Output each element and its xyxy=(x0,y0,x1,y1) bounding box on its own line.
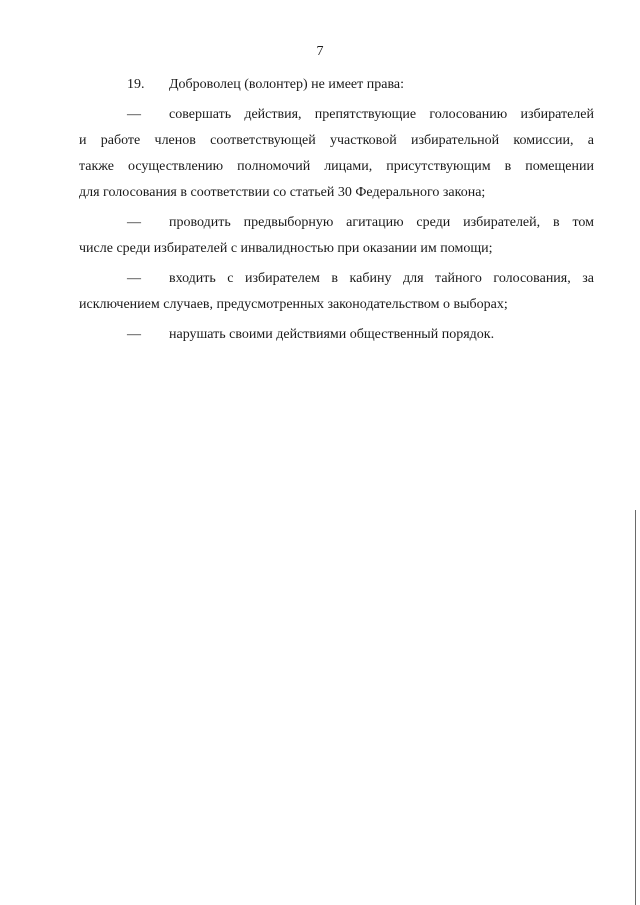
list-item-text: входить с избирателем в кабину для тайного голосования, за xyxy=(169,271,594,286)
list-item-line xyxy=(79,102,594,128)
list-item-text: числе среди избирателей с инвалидностью при оказании им помощи; xyxy=(79,241,493,256)
list-item-3 xyxy=(79,266,594,318)
list-item-4 xyxy=(79,322,594,348)
list-item-text: для голосования в соответствии со статьей 30 Федерального закона; xyxy=(79,185,486,200)
page-number: 7 xyxy=(316,44,324,59)
list-item-text: совершать действия, препятствующие голосованию избирателей xyxy=(169,107,594,122)
intro-text: Доброволец (волонтер) не имеет права: xyxy=(169,77,404,92)
list-item-text: также осуществлению полномочий лицами, присутствующим в помещении xyxy=(79,159,594,174)
list-item-text: проводить предвыборную агитацию среди избирателей, в том xyxy=(169,215,594,230)
list-item-text: и работе членов соответствующей участковой избирательной комиссии, а xyxy=(79,133,594,148)
list-item-text: нарушать своими действиями общественный порядок. xyxy=(169,327,495,342)
dash-marker: — xyxy=(127,327,141,342)
dash-marker: — xyxy=(127,271,141,286)
clause-number: 19. xyxy=(127,77,145,92)
intro-line xyxy=(79,72,594,98)
scan-edge-line xyxy=(635,510,636,905)
list-item-text: исключением случаев, предусмотренных законодательством о выборах; xyxy=(79,297,508,312)
dash-marker: — xyxy=(127,107,141,122)
list-item-line xyxy=(79,210,594,236)
intro-paragraph xyxy=(79,72,594,98)
document-body xyxy=(79,72,594,352)
list-item-line xyxy=(79,322,594,348)
dash-marker: — xyxy=(127,215,141,230)
list-item-2 xyxy=(79,210,594,262)
list-item-1 xyxy=(79,102,594,206)
list-item-line xyxy=(79,266,594,292)
